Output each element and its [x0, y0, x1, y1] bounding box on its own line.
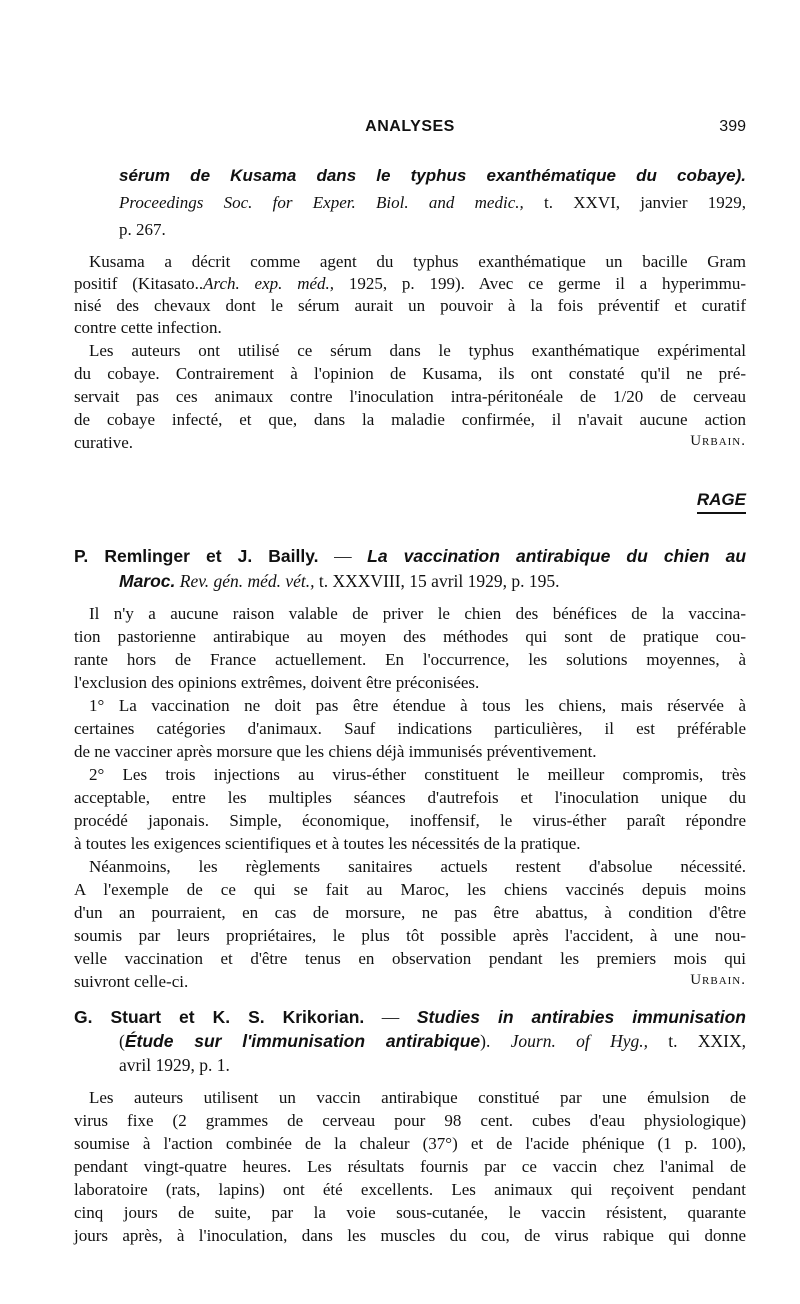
section-heading: RAGE: [697, 490, 746, 514]
paragraph-line: jours après, à l'inoculation, dans les muscles du cou, de virus rabique qui donne: [74, 1226, 746, 1245]
paragraph-line: certaines catégories d'animaux. Sauf indications particulières, il est préférable: [74, 719, 746, 738]
paragraph-line: acceptable, entre les multiples séances d'autrefois et l'inoculation unique du: [74, 788, 746, 807]
paragraph-line: d'un an pourraient, en cas de morsure, ne pas être abattus, à condition d'être: [74, 903, 746, 922]
paragraph-line: virus fixe (2 grammes de cerveau pour 98 cent. cubes d'eau physiologique): [74, 1111, 746, 1130]
paragraph-line: contre cette infection.: [74, 318, 222, 337]
paragraph-line: Les auteurs ont utilisé ce sérum dans le typhus exanthématique expérimental: [89, 341, 746, 360]
paragraph-line: du cobaye. Contrairement à l'opinion de Kusama, ils ont constaté qu'il ne pré-: [74, 364, 746, 383]
paragraph-line: Néanmoins, les règlements sanitaires actuels restent d'absolue nécessité.: [89, 857, 746, 876]
page-number: 399: [719, 118, 746, 135]
paragraph-line: nisé des chevaux dont le sérum aurait un pouvoir à la fois préventif et curatif: [74, 296, 746, 315]
paragraph-line: soumise à l'action combinée de la chaleur (37°) et de l'acide phénique (1 p. 100),: [74, 1134, 746, 1153]
paragraph-line: servait pas ces animaux contre l'inoculation intra-péritonéale de 1/20 de cerveau: [74, 387, 746, 406]
running-head: [74, 118, 746, 142]
paragraph-line: suivront celle-ci.: [74, 972, 189, 991]
article-citation: Maroc. Rev. gén. méd. vét., t. XXXVIII, 15 avril 1929, p. 195.: [119, 571, 560, 591]
paragraph-line: de cobaye infecté, et que, dans la maladie confirmée, il n'avait aucune action: [74, 410, 746, 429]
paragraph-line: laboratoire (rats, lapins) ont été excellents. Les animaux qui reçoivent pendant: [74, 1180, 746, 1199]
paragraph-line: 1° La vaccination ne doit pas être étendue à tous les chiens, mais réservée à: [89, 696, 746, 715]
signature: Urbain.: [690, 972, 746, 988]
paragraph-line: positif (Kitasato..Arch. exp. méd., 1925, p. 199). Avec ce germe il a hyperimmu-: [74, 274, 746, 293]
paragraph-line: à toutes les exigences scientifiques et à toutes les nécessités de la pratique.: [74, 834, 581, 853]
citation-line: p. 267.: [119, 220, 166, 239]
citation-line: sérum de Kusama dans le typhus exanthématique du cobaye).: [119, 166, 746, 185]
paragraph-line: procédé japonais. Simple, économique, inoffensif, le virus-éther paraît répondre: [74, 811, 746, 830]
paragraph-line: l'exclusion des opinions extrêmes, doivent être préconisées.: [74, 673, 480, 692]
paragraph-line: Kusama a décrit comme agent du typhus exanthématique un bacille Gram: [89, 252, 746, 271]
paragraph-line: curative.: [74, 433, 133, 452]
paragraph-line: Il n'y a aucune raison valable de priver le chien des bénéfices de la vaccina-: [89, 604, 746, 623]
paragraph-line: de ne vacciner après morsure que les chiens déjà immunisés préventivement.: [74, 742, 597, 761]
paragraph-line: rante hors de France actuellement. En l'occurrence, les solutions moyennes, à: [74, 650, 746, 669]
article-citation: (Étude sur l'immunisation antirabique). Journ. of Hyg., t. XXIX,: [119, 1031, 746, 1051]
paragraph-line: tion pastorienne antirabique au moyen des méthodes qui sont de pratique cou-: [74, 627, 746, 646]
article-citation: G. Stuart et K. S. Krikorian. — Studies in antirabies immunisation: [74, 1007, 746, 1027]
paragraph-line: soumis par leurs propriétaires, le plus tôt possible après l'accident, à une nou-: [74, 926, 746, 945]
paragraph-line: velle vaccination et d'être tenus en observation pendant les premiers mois qui: [74, 949, 746, 968]
signature: Urbain.: [690, 433, 746, 449]
running-title: ANALYSES: [365, 118, 455, 135]
paragraph-line: A l'exemple de ce qui se fait au Maroc, les chiens vaccinés depuis moins: [74, 880, 746, 899]
paragraph-line: cinq jours de suite, par la voie sous-cutanée, le vaccin résistent, quarante: [74, 1203, 746, 1222]
paragraph-line: pendant vingt-quatre heures. Les résultats fournis par ce vaccin chez l'animal de: [74, 1157, 746, 1176]
article-citation: P. Remlinger et J. Bailly. — La vaccination antirabique du chien au: [74, 546, 747, 566]
paragraph-line: 2° Les trois injections au virus-éther constituent le meilleur compromis, très: [89, 765, 746, 784]
article-citation: avril 1929, p. 1.: [119, 1055, 230, 1075]
citation-line: Proceedings Soc. for Exper. Biol. and medic., t. XXVI, janvier 1929,: [119, 193, 747, 212]
paragraph-line: Les auteurs utilisent un vaccin antirabique constitué par une émulsion de: [89, 1088, 746, 1107]
